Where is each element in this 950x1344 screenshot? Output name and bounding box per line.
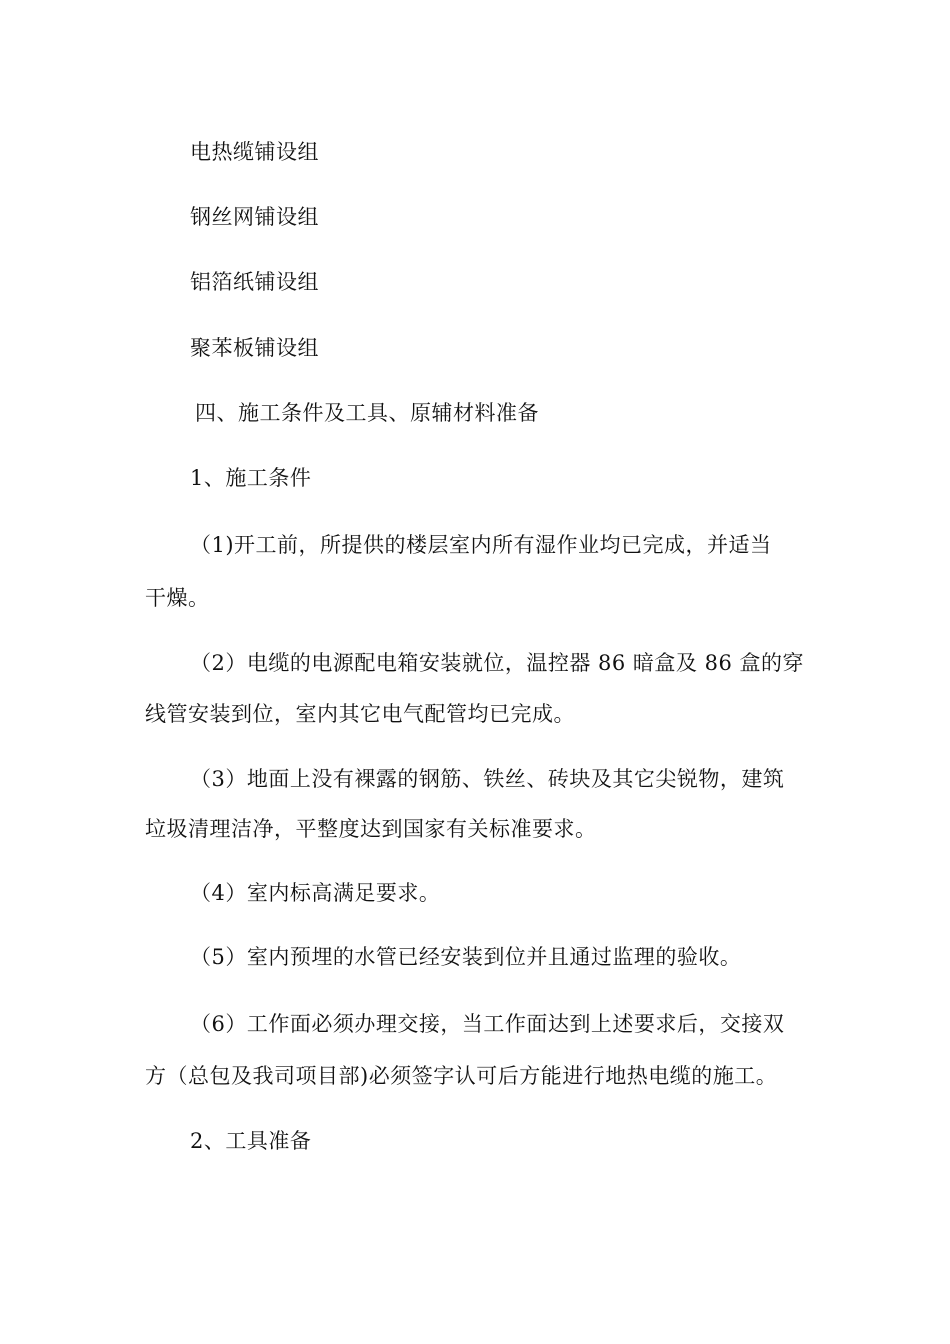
condition-item-5: （5）室内预埋的水管已经安装到位并且通过监理的验收。 — [190, 945, 742, 969]
section-heading: 四、施工条件及工具、原辅材料准备 — [195, 401, 539, 425]
subsection-heading: 1、施工条件 — [190, 466, 312, 490]
subsection-heading: 2、工具准备 — [190, 1129, 312, 1153]
condition-item-6-line-2: 方（总包及我司项目部)必须签字认可后方能进行地热电缆的施工。 — [145, 1064, 778, 1088]
condition-item-1-line-1: （1)开工前，所提供的楼层室内所有湿作业均已完成，并适当 — [190, 533, 772, 557]
condition-item-3-line-1: （3）地面上没有裸露的钢筋、铁丝、砖块及其它尖锐物，建筑 — [190, 767, 785, 791]
team-list-item: 电热缆铺设组 — [190, 140, 319, 164]
condition-item-4: （4）室内标高满足要求。 — [190, 881, 441, 905]
condition-item-6-line-1: （6）工作面必须办理交接，当工作面达到上述要求后，交接双 — [190, 1012, 785, 1036]
condition-item-2-line-2: 线管安装到位，室内其它电气配管均已完成。 — [145, 702, 575, 726]
condition-item-1-line-2: 干燥。 — [145, 586, 210, 610]
team-list-item: 钢丝网铺设组 — [190, 205, 319, 229]
team-list-item: 铝箔纸铺设组 — [190, 270, 319, 294]
condition-item-3-line-2: 垃圾清理洁净，平整度达到国家有关标准要求。 — [145, 817, 597, 841]
team-list-item: 聚苯板铺设组 — [190, 336, 319, 360]
condition-item-2-line-1: （2）电缆的电源配电箱安装就位，温控器 86 暗盒及 86 盒的穿 — [190, 651, 805, 675]
